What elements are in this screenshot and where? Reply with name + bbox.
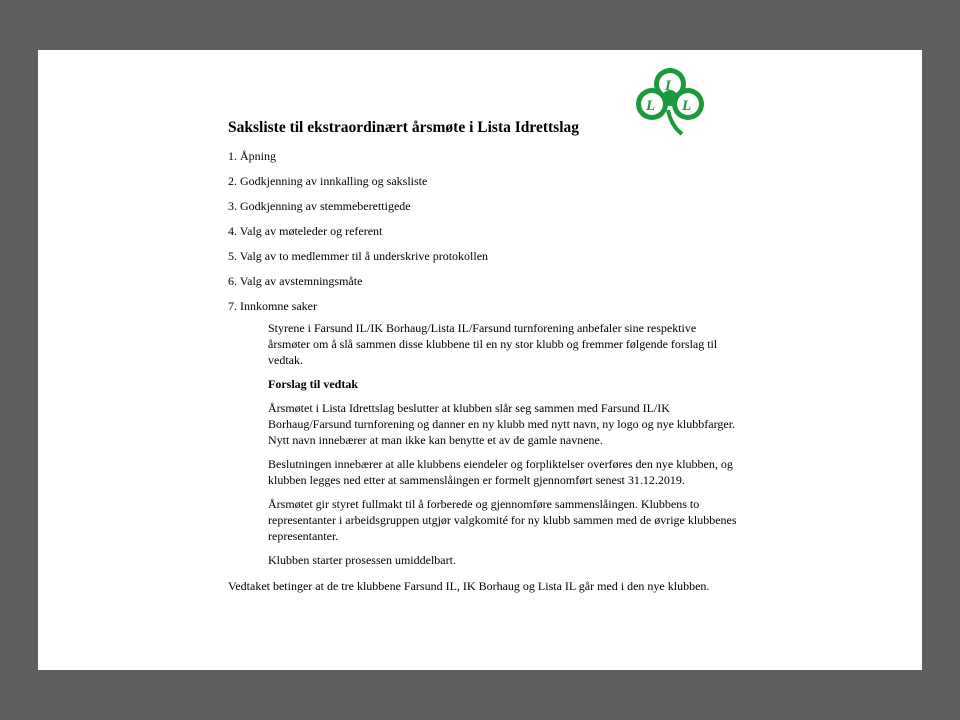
proposal-paragraph: Klubben starter prosessen umiddelbart. bbox=[268, 553, 456, 567]
club-logo bbox=[634, 66, 706, 136]
agenda-list bbox=[228, 148, 748, 594]
logo-letter-i: I bbox=[665, 78, 671, 94]
agenda-item: 6. Valg av avstemningsmåte bbox=[228, 274, 363, 288]
proposal-paragraph: Beslutningen innebærer at alle klubbens eiendeler og forpliktelser overføres den nye klubben, og klubben legges ned etter at sammenslåingen er formelt gjennomført senest 31.12.2019. bbox=[268, 457, 733, 487]
agenda-item: 3. Godkjenning av stemmeberettigede bbox=[228, 199, 411, 213]
proposal-paragraph: Årsmøtet gir styret fullmakt til å forberede og gjennomføre sammenslåingen. Klubbens to representanter i arbeidsgruppen utgjør valgkomité for ny klubb sammen med de øvrige klubbenes representanter. bbox=[268, 497, 737, 543]
agenda-item: 5. Valg av to medlemmer til å underskrive protokollen bbox=[228, 249, 489, 263]
agenda-item: 4. Valg av møteleder og referent bbox=[228, 224, 383, 238]
document-page bbox=[38, 50, 922, 670]
agenda-item: 1. Åpning bbox=[228, 149, 276, 163]
case-intro: Styrene i Farsund IL/IK Borhaug/Lista IL/Farsund turnforening anbefaler sine respektive årsmøter om å slå sammen disse klubbene til en ny stor klubb og fremmer følgende forslag til vedtak. bbox=[268, 321, 718, 367]
proposal-paragraph: Årsmøtet i Lista Idrettslag beslutter at klubben slår seg sammen med Farsund IL/IK Borhaug/Farsund turnforening og danner en ny klubb med nytt navn, ny logo og nye klubbfarger. Nytt navn innebærer at man ikke kan benytte et av de gamle navnene. bbox=[268, 401, 736, 447]
logo-letter-l-right: L bbox=[682, 98, 692, 114]
agenda-item: 2. Godkjenning av innkalling og saksliste bbox=[228, 174, 428, 188]
closing-paragraph: Vedtaket betinger at de tre klubbene Farsund IL, IK Borhaug og Lista IL går med i den nye klubben. bbox=[228, 579, 710, 593]
proposal-heading: Forslag til vedtak bbox=[268, 377, 358, 391]
agenda-item: 7. Innkomne saker bbox=[228, 299, 317, 313]
logo-letter-l-left: L bbox=[646, 98, 656, 114]
document-title: Saksliste til ekstraordinært årsmøte i Lista Idrettslag bbox=[228, 119, 580, 136]
